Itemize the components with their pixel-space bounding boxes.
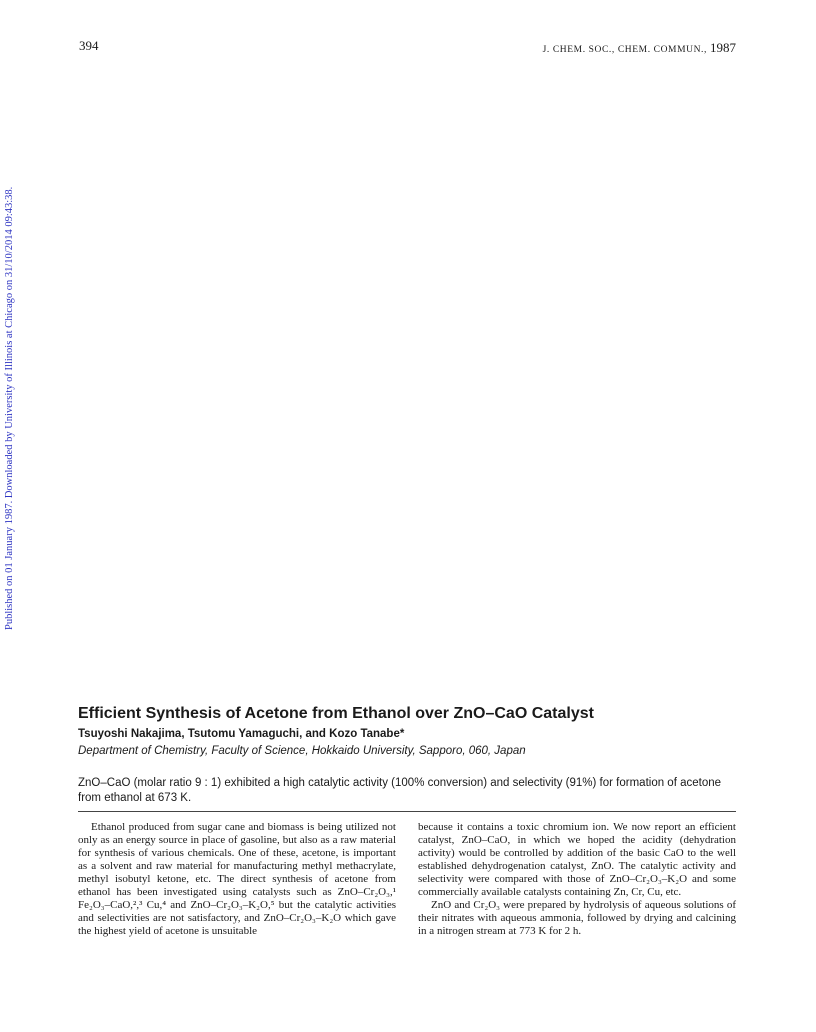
body-paragraph: because it contains a toxic chromium ion. We now report an efficient catalyst, ZnO–CaO, in which we hoped the acidity (dehydration activity) would be controlled by addition of the basic CaO to the well established dehydrogenation catalyst, ZnO. The catalytic activity and selectivity were compared with those of ZnO–Cr₂O₃–K₂O and some commercially available catalysts containing Zn, Cr, Cu, etc.	[418, 821, 736, 898]
journal-header	[543, 40, 736, 56]
journal-name: J. CHEM. SOC., CHEM. COMMUN.,	[542, 45, 708, 55]
journal-year: 1987	[710, 40, 736, 55]
download-notice-link[interactable]: Published on 01 January 1987. Downloaded by University of Illinois at Chicago on 31/10/2014 09:43:38.	[4, 186, 15, 630]
article-affiliation: Department of Chemistry, Faculty of Science, Hokkaido University, Sapporo, 060, Japan	[78, 745, 526, 757]
article-abstract: ZnO–CaO (molar ratio 9 : 1) exhibited a high catalytic activity (100% conversion) and selectivity (91%) for formation of acetone from ethanol at 673 K.	[78, 777, 722, 804]
body-paragraph: Ethanol produced from sugar cane and biomass is being utilized not only as an energy source in place of gasoline, but also as a raw material for synthesis of various chemicals. One of these, acetone, is important as a solvent and raw material for manufacturing methyl methacrylate, methyl isobutyl ketone, etc. The direct synthesis of acetone from ethanol has been investigated using catalysts such as ZnO–Cr₂O₃,¹ Fe₂O₃–CaO,²,³ Cu,⁴ and ZnO–Cr₂O₃–K₂O,⁵ but the catalytic activities and selectivities are not satisfactory, and ZnO–Cr₂O₃–K₂O which gave the highest yield of acetone is unsuitable	[78, 821, 396, 937]
article-authors: Tsuyoshi Nakajima, Tsutomu Yamaguchi, and Kozo Tanabe*	[78, 728, 405, 740]
page-number: 394	[79, 38, 99, 53]
body-column-right	[418, 821, 736, 938]
abstract-divider	[78, 811, 736, 812]
article-title: Efficient Synthesis of Acetone from Ethanol over ZnO–CaO Catalyst	[78, 705, 594, 722]
body-paragraph: ZnO and Cr₂O₃ were prepared by hydrolysis of aqueous solutions of their nitrates with aqueous ammonia, followed by drying and calcining in a nitrogen stream at 773 K for 2 h.	[418, 899, 736, 937]
body-column-left	[78, 821, 396, 938]
